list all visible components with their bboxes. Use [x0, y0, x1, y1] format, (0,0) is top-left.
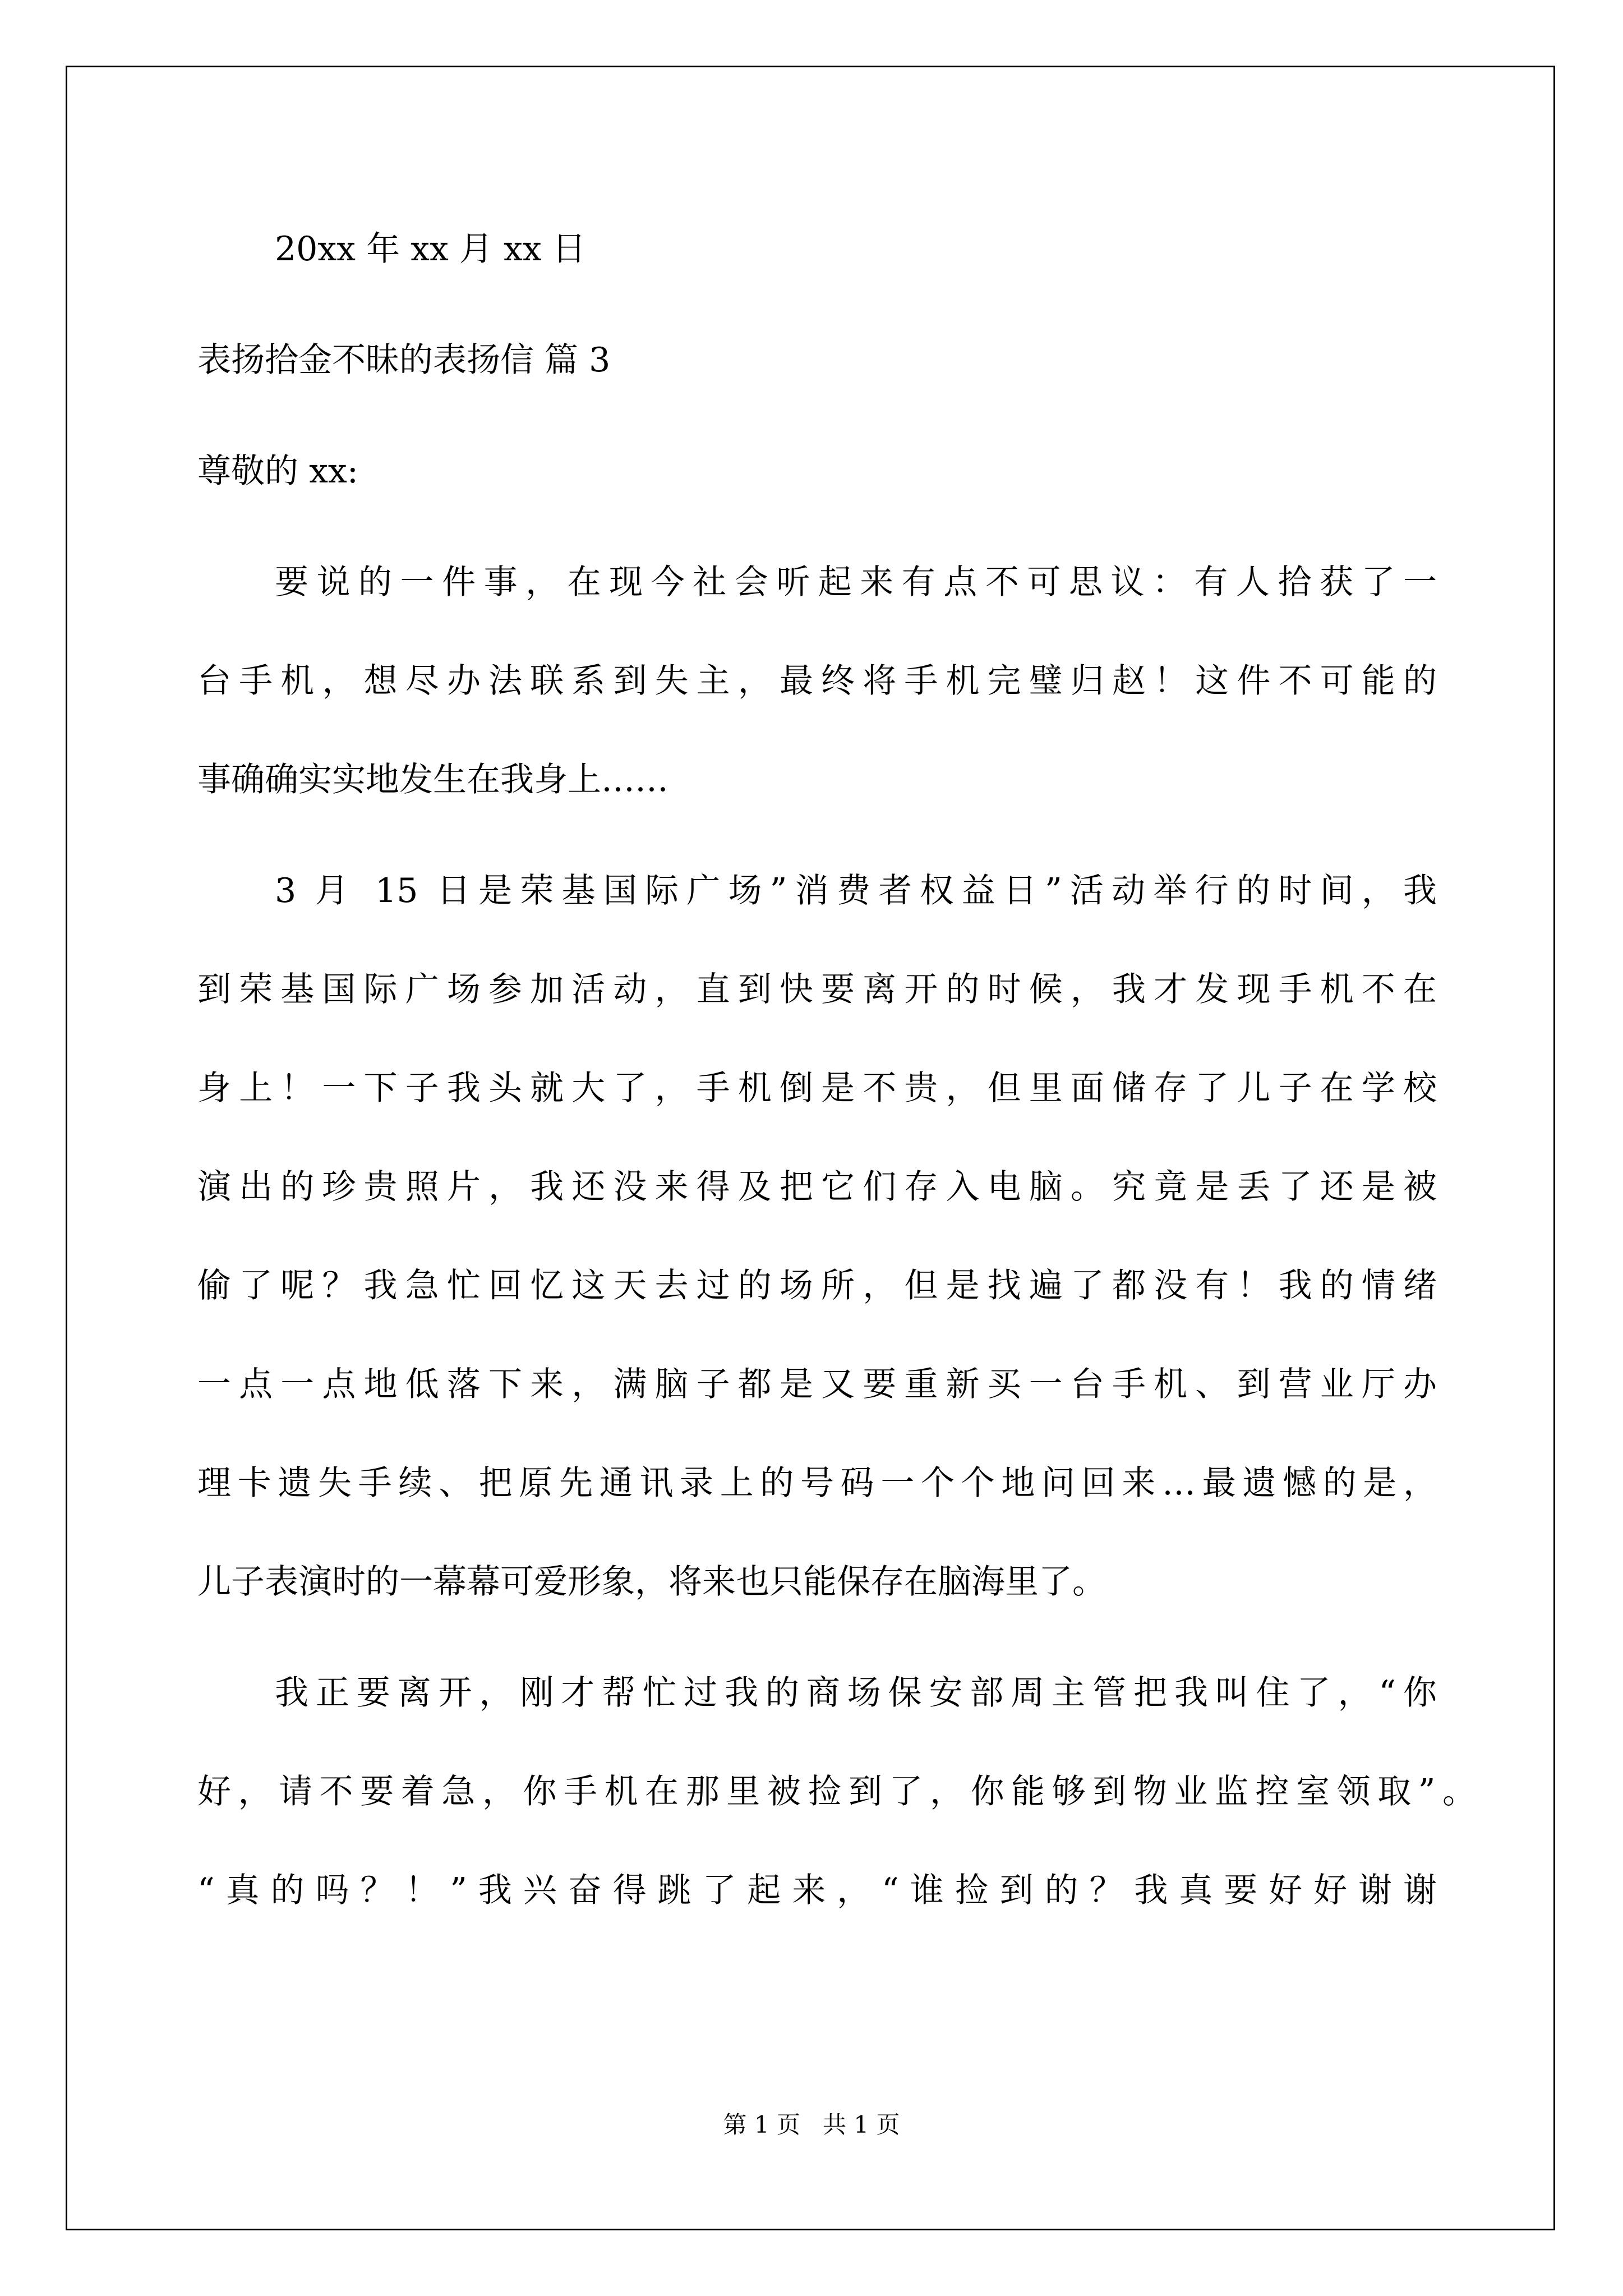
body-line: 偷了呢？我急忙回忆这天去过的场所，但是找遍了都没有！我的情绪: [197, 1266, 1437, 1305]
letter-title: 表扬拾金不昧的表扬信 篇 3: [197, 341, 611, 380]
salutation: 尊敬的 xx:: [197, 452, 358, 491]
body-line: 台手机，想尽办法联系到失主，最终将手机完璧归赵！这件不可能的: [197, 661, 1437, 701]
body-line: 一点一点地低落下来，满脑子都是又要重新买一台手机、到营业厅办: [197, 1365, 1437, 1404]
date-line: 20xx 年 xx 月 xx 日: [275, 229, 586, 269]
body-line: 好，请不要着急，你手机在那里被捡到了，你能够到物业监控室领取”。: [197, 1772, 1477, 1811]
body-line: 3 月 15 日是荣基国际广场”消费者权益日”活动举行的时间，我: [275, 871, 1437, 910]
body-line: “真的吗？！”我兴奋得跳了起来，“谁捡到的？我真要好好谢谢: [197, 1871, 1437, 1910]
body-line: 理卡遗失手续、把原先通讯录上的号码一个个地问回来…最遗憾的是，: [197, 1464, 1437, 1503]
body-line: 儿子表演时的一幕幕可爱形象，将来也只能保存在脑海里了。: [197, 1562, 1106, 1602]
body-line: 身上！一下子我头就大了，手机倒是不贵，但里面储存了儿子在学校: [197, 1069, 1437, 1108]
body-line: 事确确实实地发生在我身上……: [197, 760, 668, 799]
body-line: 我正要离开，刚才帮忙过我的商场保安部周主管把我叫住了，“你: [275, 1673, 1437, 1713]
body-line: 到荣基国际广场参加活动，直到快要离开的时候，我才发现手机不在: [197, 970, 1437, 1009]
body-line: 演出的珍贵照片，我还没来得及把它们存入电脑。究竟是丢了还是被: [197, 1167, 1437, 1207]
page-footer: 第 1 页 共 1 页: [723, 2111, 900, 2138]
body-line: 要说的一件事，在现今社会听起来有点不可思议：有人拾获了一: [275, 563, 1437, 602]
